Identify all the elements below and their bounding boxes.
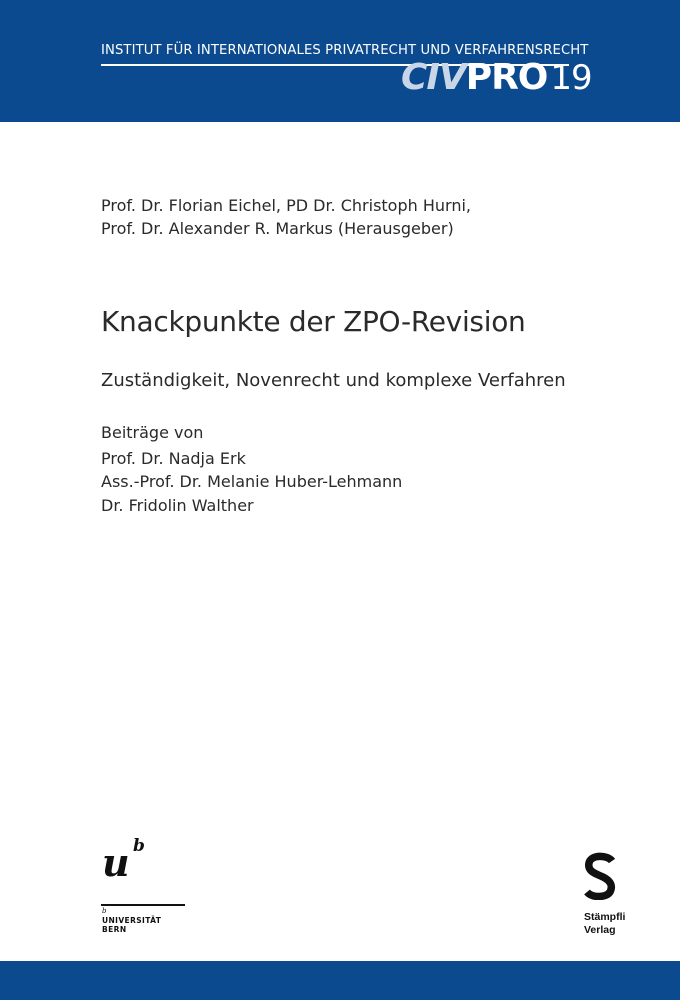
contributor-name: Ass.-Prof. Dr. Melanie Huber-Lehmann: [101, 472, 403, 491]
publisher-s-icon: [583, 852, 617, 900]
editors: [101, 194, 471, 240]
contributor-name: Prof. Dr. Nadja Erk: [101, 448, 246, 468]
contributors-intro: Beiträge von: [101, 423, 204, 442]
series-volume-number: 19: [550, 58, 592, 98]
publisher-logo: [583, 852, 643, 942]
publisher-name-line-2: Verlag: [584, 924, 616, 936]
bottom-band: [0, 961, 680, 1000]
book-subtitle: Zuständigkeit, Novenrecht und komplexe Verfahren: [101, 370, 566, 391]
university-mark-b: b: [133, 836, 145, 856]
university-small-b: b: [102, 907, 107, 915]
university-bern-logo: [101, 838, 191, 938]
series-logo: [401, 57, 592, 101]
editors-line-2: Prof. Dr. Alexander R. Markus (Herausgeber): [101, 219, 454, 238]
series-logo-pro: PRO: [465, 57, 548, 98]
contributors: [101, 421, 402, 517]
book-title: Knackpunkte der ZPO-Revision: [101, 305, 526, 338]
university-mark-u: u: [102, 840, 130, 885]
publisher-name: [584, 911, 625, 937]
university-logo-rule: [101, 904, 185, 906]
university-name: [102, 916, 161, 934]
contributor-name: Dr. Fridolin Walther: [101, 495, 254, 515]
series-title: INSTITUT FÜR INTERNATIONALES PRIVATRECHT UND VERFAHRENSRECHT: [101, 43, 589, 58]
publisher-name-line-1: Stämpfli: [584, 911, 626, 923]
university-name-line-1: UNIVERSITÄT: [102, 916, 162, 925]
series-logo-civ: CIV: [401, 57, 466, 98]
university-name-line-2: BERN: [102, 925, 127, 934]
editors-line-1: Prof. Dr. Florian Eichel, PD Dr. Christoph Hurni,: [101, 196, 471, 215]
